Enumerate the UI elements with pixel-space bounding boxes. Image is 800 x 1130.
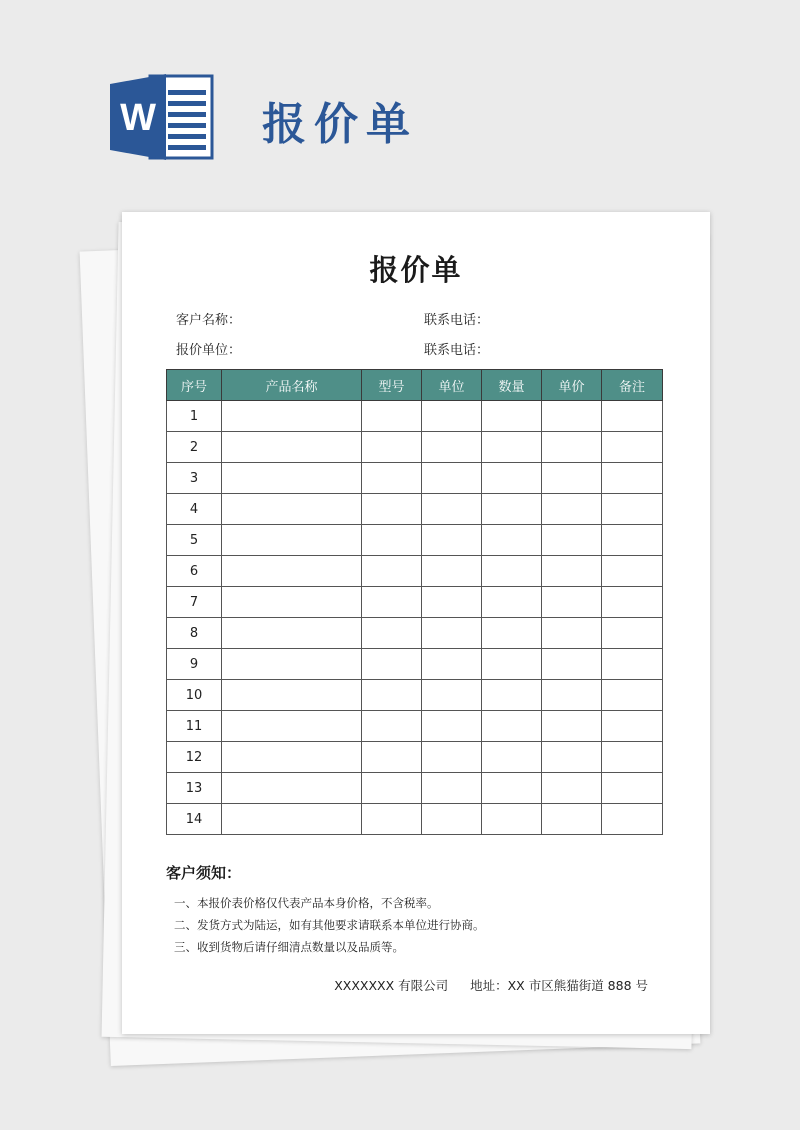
notice-list	[174, 892, 485, 958]
table-row	[167, 432, 663, 463]
table-cell[interactable]	[602, 773, 663, 804]
notice-item: 三、收到货物后请仔细清点数量以及品质等。	[174, 940, 404, 954]
customer-phone-label: 联系电话：	[424, 313, 490, 328]
table-cell[interactable]	[542, 432, 602, 463]
table-cell[interactable]	[362, 742, 422, 773]
table-cell[interactable]	[482, 432, 542, 463]
table-cell[interactable]	[602, 432, 663, 463]
row-index-cell: 11	[167, 711, 222, 742]
table-cell[interactable]	[482, 463, 542, 494]
footer-company: XXXXXXX 有限公司	[334, 978, 449, 993]
notice-item: 二、发货方式为陆运，如有其他要求请联系本单位进行协商。	[174, 918, 485, 932]
table-cell[interactable]	[482, 773, 542, 804]
column-header-remarks: 备注	[602, 370, 663, 401]
column-header-unit-price: 单价	[542, 370, 602, 401]
table-row	[167, 525, 663, 556]
table-row	[167, 804, 663, 835]
document-page	[122, 212, 710, 1034]
table-cell[interactable]	[222, 711, 362, 742]
row-index-cell: 6	[167, 556, 222, 587]
document-title: 报价单	[369, 253, 463, 287]
table-cell[interactable]	[362, 680, 422, 711]
table-body	[167, 401, 663, 835]
table-cell[interactable]	[422, 401, 482, 432]
table-cell[interactable]	[542, 618, 602, 649]
table-row	[167, 494, 663, 525]
table-cell[interactable]	[542, 680, 602, 711]
row-index-cell: 13	[167, 773, 222, 804]
table-cell[interactable]	[422, 618, 482, 649]
footer-address: 地址：XX 市区熊猫街道 888 号	[470, 978, 648, 993]
table-cell[interactable]	[542, 711, 602, 742]
table-row	[167, 463, 663, 494]
table-cell[interactable]	[602, 649, 663, 680]
table-cell[interactable]	[602, 711, 663, 742]
table-cell[interactable]	[362, 618, 422, 649]
table-cell[interactable]	[482, 711, 542, 742]
word-icon-letter: W	[120, 97, 156, 139]
table-row	[167, 618, 663, 649]
row-index-cell: 14	[167, 804, 222, 835]
customer-name-label: 客户名称：	[176, 313, 242, 328]
table-cell[interactable]	[422, 742, 482, 773]
table-cell[interactable]	[222, 432, 362, 463]
table-cell[interactable]	[542, 463, 602, 494]
table-cell[interactable]	[222, 494, 362, 525]
table-cell[interactable]	[222, 649, 362, 680]
table-cell[interactable]	[222, 804, 362, 835]
table-cell[interactable]	[222, 742, 362, 773]
table-cell[interactable]	[362, 525, 422, 556]
table-cell[interactable]	[422, 649, 482, 680]
table-header-row	[167, 370, 663, 401]
column-header-product-name: 产品名称	[222, 370, 362, 401]
table-cell[interactable]	[362, 432, 422, 463]
table-cell[interactable]	[602, 401, 663, 432]
table-cell[interactable]	[542, 494, 602, 525]
table-cell[interactable]	[542, 401, 602, 432]
row-index-cell: 7	[167, 587, 222, 618]
table-cell[interactable]	[482, 618, 542, 649]
table-cell[interactable]	[602, 463, 663, 494]
table-cell[interactable]	[222, 463, 362, 494]
quote-unit-label: 报价单位：	[176, 343, 242, 358]
table-cell[interactable]	[542, 525, 602, 556]
row-index-cell: 3	[167, 463, 222, 494]
table-cell[interactable]	[542, 556, 602, 587]
column-header-model: 型号	[362, 370, 422, 401]
row-index-cell: 9	[167, 649, 222, 680]
table-cell[interactable]	[482, 556, 542, 587]
row-index-cell: 1	[167, 401, 222, 432]
table-cell[interactable]	[362, 556, 422, 587]
row-index-cell: 12	[167, 742, 222, 773]
table-row	[167, 742, 663, 773]
table-cell[interactable]	[602, 587, 663, 618]
table-cell[interactable]	[602, 525, 663, 556]
table-cell[interactable]	[482, 494, 542, 525]
table-cell[interactable]	[602, 494, 663, 525]
table-cell[interactable]	[422, 711, 482, 742]
table-cell[interactable]	[422, 804, 482, 835]
table-cell[interactable]	[422, 556, 482, 587]
table-cell[interactable]	[222, 587, 362, 618]
table-cell[interactable]	[422, 680, 482, 711]
table-cell[interactable]	[542, 804, 602, 835]
table-cell[interactable]	[602, 618, 663, 649]
table-cell[interactable]	[362, 773, 422, 804]
table-cell[interactable]	[362, 401, 422, 432]
unit-phone-label: 联系电话：	[424, 343, 490, 358]
table-row	[167, 649, 663, 680]
table-cell[interactable]	[222, 773, 362, 804]
table-row	[167, 773, 663, 804]
column-header-quantity: 数量	[482, 370, 542, 401]
table-cell[interactable]	[602, 556, 663, 587]
table-cell[interactable]	[422, 525, 482, 556]
notice-item: 一、本报价表价格仅代表产品本身价格，不含税率。	[174, 896, 439, 910]
row-index-cell: 5	[167, 525, 222, 556]
table-cell[interactable]	[482, 401, 542, 432]
table-cell[interactable]	[542, 742, 602, 773]
table-cell[interactable]	[482, 680, 542, 711]
table-cell[interactable]	[542, 773, 602, 804]
table-cell[interactable]	[362, 649, 422, 680]
word-document-icon	[110, 72, 214, 162]
table-cell[interactable]	[222, 680, 362, 711]
table-cell[interactable]	[362, 804, 422, 835]
page-header	[110, 72, 510, 167]
table-cell[interactable]	[422, 587, 482, 618]
column-header-index: 序号	[167, 370, 222, 401]
row-index-cell: 8	[167, 618, 222, 649]
table-cell[interactable]	[482, 649, 542, 680]
row-index-cell: 4	[167, 494, 222, 525]
table-cell[interactable]	[482, 742, 542, 773]
notice-title: 客户须知：	[166, 864, 242, 882]
table-cell[interactable]	[542, 587, 602, 618]
table-cell[interactable]	[482, 804, 542, 835]
table-cell[interactable]	[602, 804, 663, 835]
column-header-unit: 单位	[422, 370, 482, 401]
table-row	[167, 587, 663, 618]
header-title: 报价单	[262, 99, 418, 150]
table-cell[interactable]	[222, 525, 362, 556]
table-cell[interactable]	[222, 556, 362, 587]
table-cell[interactable]	[422, 463, 482, 494]
footer	[334, 976, 648, 994]
table-cell[interactable]	[362, 711, 422, 742]
quote-table	[166, 369, 663, 835]
table-cell[interactable]	[602, 742, 663, 773]
table-cell[interactable]	[362, 494, 422, 525]
table-cell[interactable]	[422, 432, 482, 463]
table-cell[interactable]	[482, 525, 542, 556]
table-row	[167, 680, 663, 711]
table-cell[interactable]	[422, 494, 482, 525]
table-cell[interactable]	[422, 773, 482, 804]
table-cell[interactable]	[482, 587, 542, 618]
row-index-cell: 10	[167, 680, 222, 711]
table-row	[167, 556, 663, 587]
row-index-cell: 2	[167, 432, 222, 463]
table-cell[interactable]	[222, 401, 362, 432]
table-row	[167, 401, 663, 432]
table-cell[interactable]	[362, 587, 422, 618]
table-cell[interactable]	[222, 618, 362, 649]
table-cell[interactable]	[542, 649, 602, 680]
table-cell[interactable]	[602, 680, 663, 711]
table-cell[interactable]	[362, 463, 422, 494]
table-row	[167, 711, 663, 742]
